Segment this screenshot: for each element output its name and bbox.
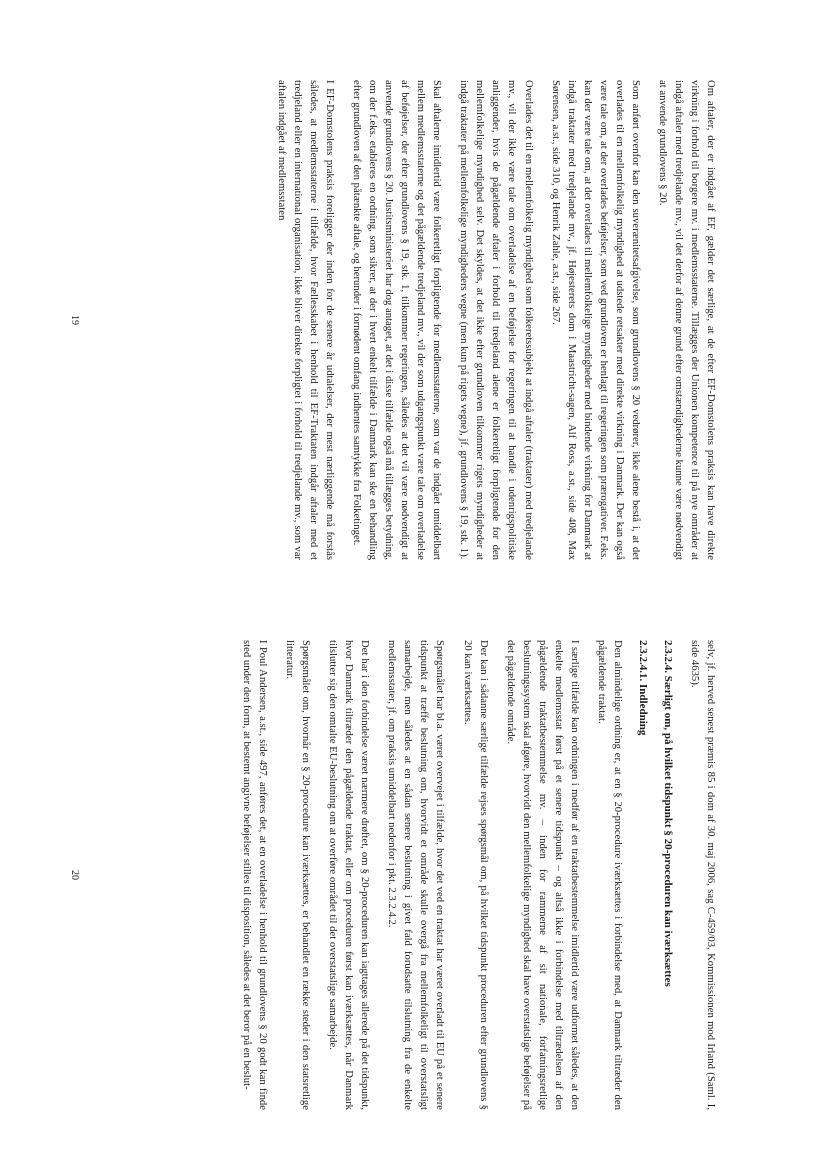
page-number: 20: [69, 870, 80, 880]
paragraph: I særlige tilfælde kan ordningen i medfør af en traktatbestemmelse imidlertid være udformet således, at den enkelte medlemsstat først på et senere tidspunkt – og altså ikke i forbindelse med tiltrædelsen af den pågældende traktatbestemmelse mv. – inden for rammerne af sit nationale, forfatningsretlige beslutningssystem skal afgøre, hvorvidt den mellemfolkelige myndighed skal have overstatslige beføjelser på det pågældende område.: [504, 640, 581, 1110]
subsection-heading: 2.3.2.4.1. Indledning: [636, 640, 649, 736]
paragraph: Som anført ovenfor kan den suverænitetsafgivelse, som grundlovens § 20 vedrører, ikke alene bestå i, at det overlades til en mellemfolkelig myndighed at udstede retsakter med direkte virkning i Danmark. Der kan også være tale om, at der overlades beføjelser, som ved grundloven er henlagt til regeringen som prærogativer. F.eks. kan der være tale om, at det overlades til mellemfolkelige myndigheder med bindende virkning for Danmark at indgå traktater med tredjelande mv., jf. Højesterets dom i Maastricht-sagen, Alf Ross, a.st., side 408, Max Sørensen, a.st., side 310, og Henrik Zahle, a.st., side 267.: [549, 80, 642, 560]
paragraph: Spørgsmålet har bl.a. været overvejet i tilfælde, hvor det ved en traktat har været overladt til EU på et senere tidspunkt at træffe beslutning om, hvorvidt et område skulle overgå fra mellemfolkeligt til overstatsligt samarbejde, men således at en sådan senere beslutning i givet fald forudsatte tilslutning fra de enkelte medlemsstater, jf. om praksis umiddelbart nedenfor i pkt. 2.3.2.4.2.: [386, 640, 447, 1110]
paragraph: Skal aftalerne imidlertid være folkeretligt forpligtende for medlemsstaterne, som var de indgået umiddelbart mellem medlemsstaterne og det pågældende tredjeland mv., vil der som udgangspunkt være tale om overladelse af beføjelser, der efter grundlovens § 19, stk. 1, tilkommer regeringen, således at det vil være nødvendigt at anvende grundlovens § 20. Justitsministeriet har dog antaget, at det i disse tilfælde også må tillægges betydning, om der f.eks. etableres en ordning, som sikrer, at der i hvert enkelt tilfælde i Danmark kan ske en behandling efter grundloven af den påtænkte aftale, og herunder i fornødent omfang indhentes samtykke fra Folketinget.: [351, 80, 444, 560]
paragraph: I EF-Domstolens praksis foreligger der inden for de senere år udtalelser, der mest nærliggende må forstås således, at medlemsstaterne i tilfælde, hvor Fællesskabet i henhold til EF-Traktaten indgår aftaler med et tredjeland eller en international organisation, ikke bliver direkte forpligtet i forhold til tredjelande mv., som var aftalen indgået af medlemsstaten: [275, 80, 337, 560]
paragraph: Det har i den forbindelse været nærmere drøftet, om § 20-proceduren kan iagttages allerede på det tidspunkt, hvor Danmark tiltræder den pågældende traktat, eller om proceduren først kan iværksættes, når Danmark tilslutter sig den omtalte EU-beslutning om at overføre området til det overstatslige samarbejde.: [327, 640, 372, 1110]
paragraph: I Poul Andersen, a.st., side 497, anføres det, at en overladelse i henhold til grundlovens § 20 godt kan finde sted under den form, at bestemt angivne beføjelser stilles til disposition, således at det beror på en beslut-: [241, 640, 270, 1110]
paragraph: Den almindelige ordning er, at en § 20-procedure iværksættes i forbindelse med, at Danmark tiltræder den pågældende traktat.: [595, 640, 624, 1110]
page-20: [69, 640, 719, 1110]
paragraph: Der kan i sådanne særlige tilfælde rejses spørgsmål om, på hvilket tidspunkt proceduren efter grundlovens § 20 kan iværksættes.: [461, 640, 490, 1110]
paragraph: Spørgsmålet om, hvornår en § 20-procedure kan iværksættes, er behandlet en række steder i den statsretlige litteratur.: [284, 640, 313, 1110]
paragraph: selv, jf. herved senest præmis 85 i dom af 30. maj 2006, sag C-459/03, Kommissionen mod Irland (Saml. I, side 4635).: [688, 640, 717, 1110]
page-19: [69, 80, 719, 560]
paragraph: Om aftaler, der er indgået af EF, gælder det særlige, at de efter EF-Domstolens praksis kan have direkte virkning i forhold til borgere mv. i medlemsstaterne. Tillægges der Unionen kompetence til på nye områder at indgå aftaler med tredjelande mv., vil det derfor af denne grund efter omstændighederne kunne være nødvendigt at anvende grundlovens § 20.: [656, 80, 717, 560]
paragraph: Overlades det til en mellemfolkelig myndighed som folkeretssubjekt at indgå aftaler (traktater) med tredjelande mv., vil der ikke være tale om overladelse af en beføjelse for regeringen til at handle i udenrigspolitiske anliggender, hvis de pågældende aftaler i forhold til tredjeland alene er folkeretligt forpligtende for den mellemfolkelige myndighed selv. Det skyldes, at det ikke efter grundloven tilkommer rigets myndigheder at indgå traktater på mellemfolkelige myndigheders vegne (men kun på rigets vegne), jf. grundlovens § 19, stk. 1).: [458, 80, 535, 560]
page-number: 19: [69, 315, 80, 325]
section-heading: 2.3.2.4. Særligt om, på hvilket tidspunkt § 20-proceduren kan iværksættes: [661, 640, 674, 987]
